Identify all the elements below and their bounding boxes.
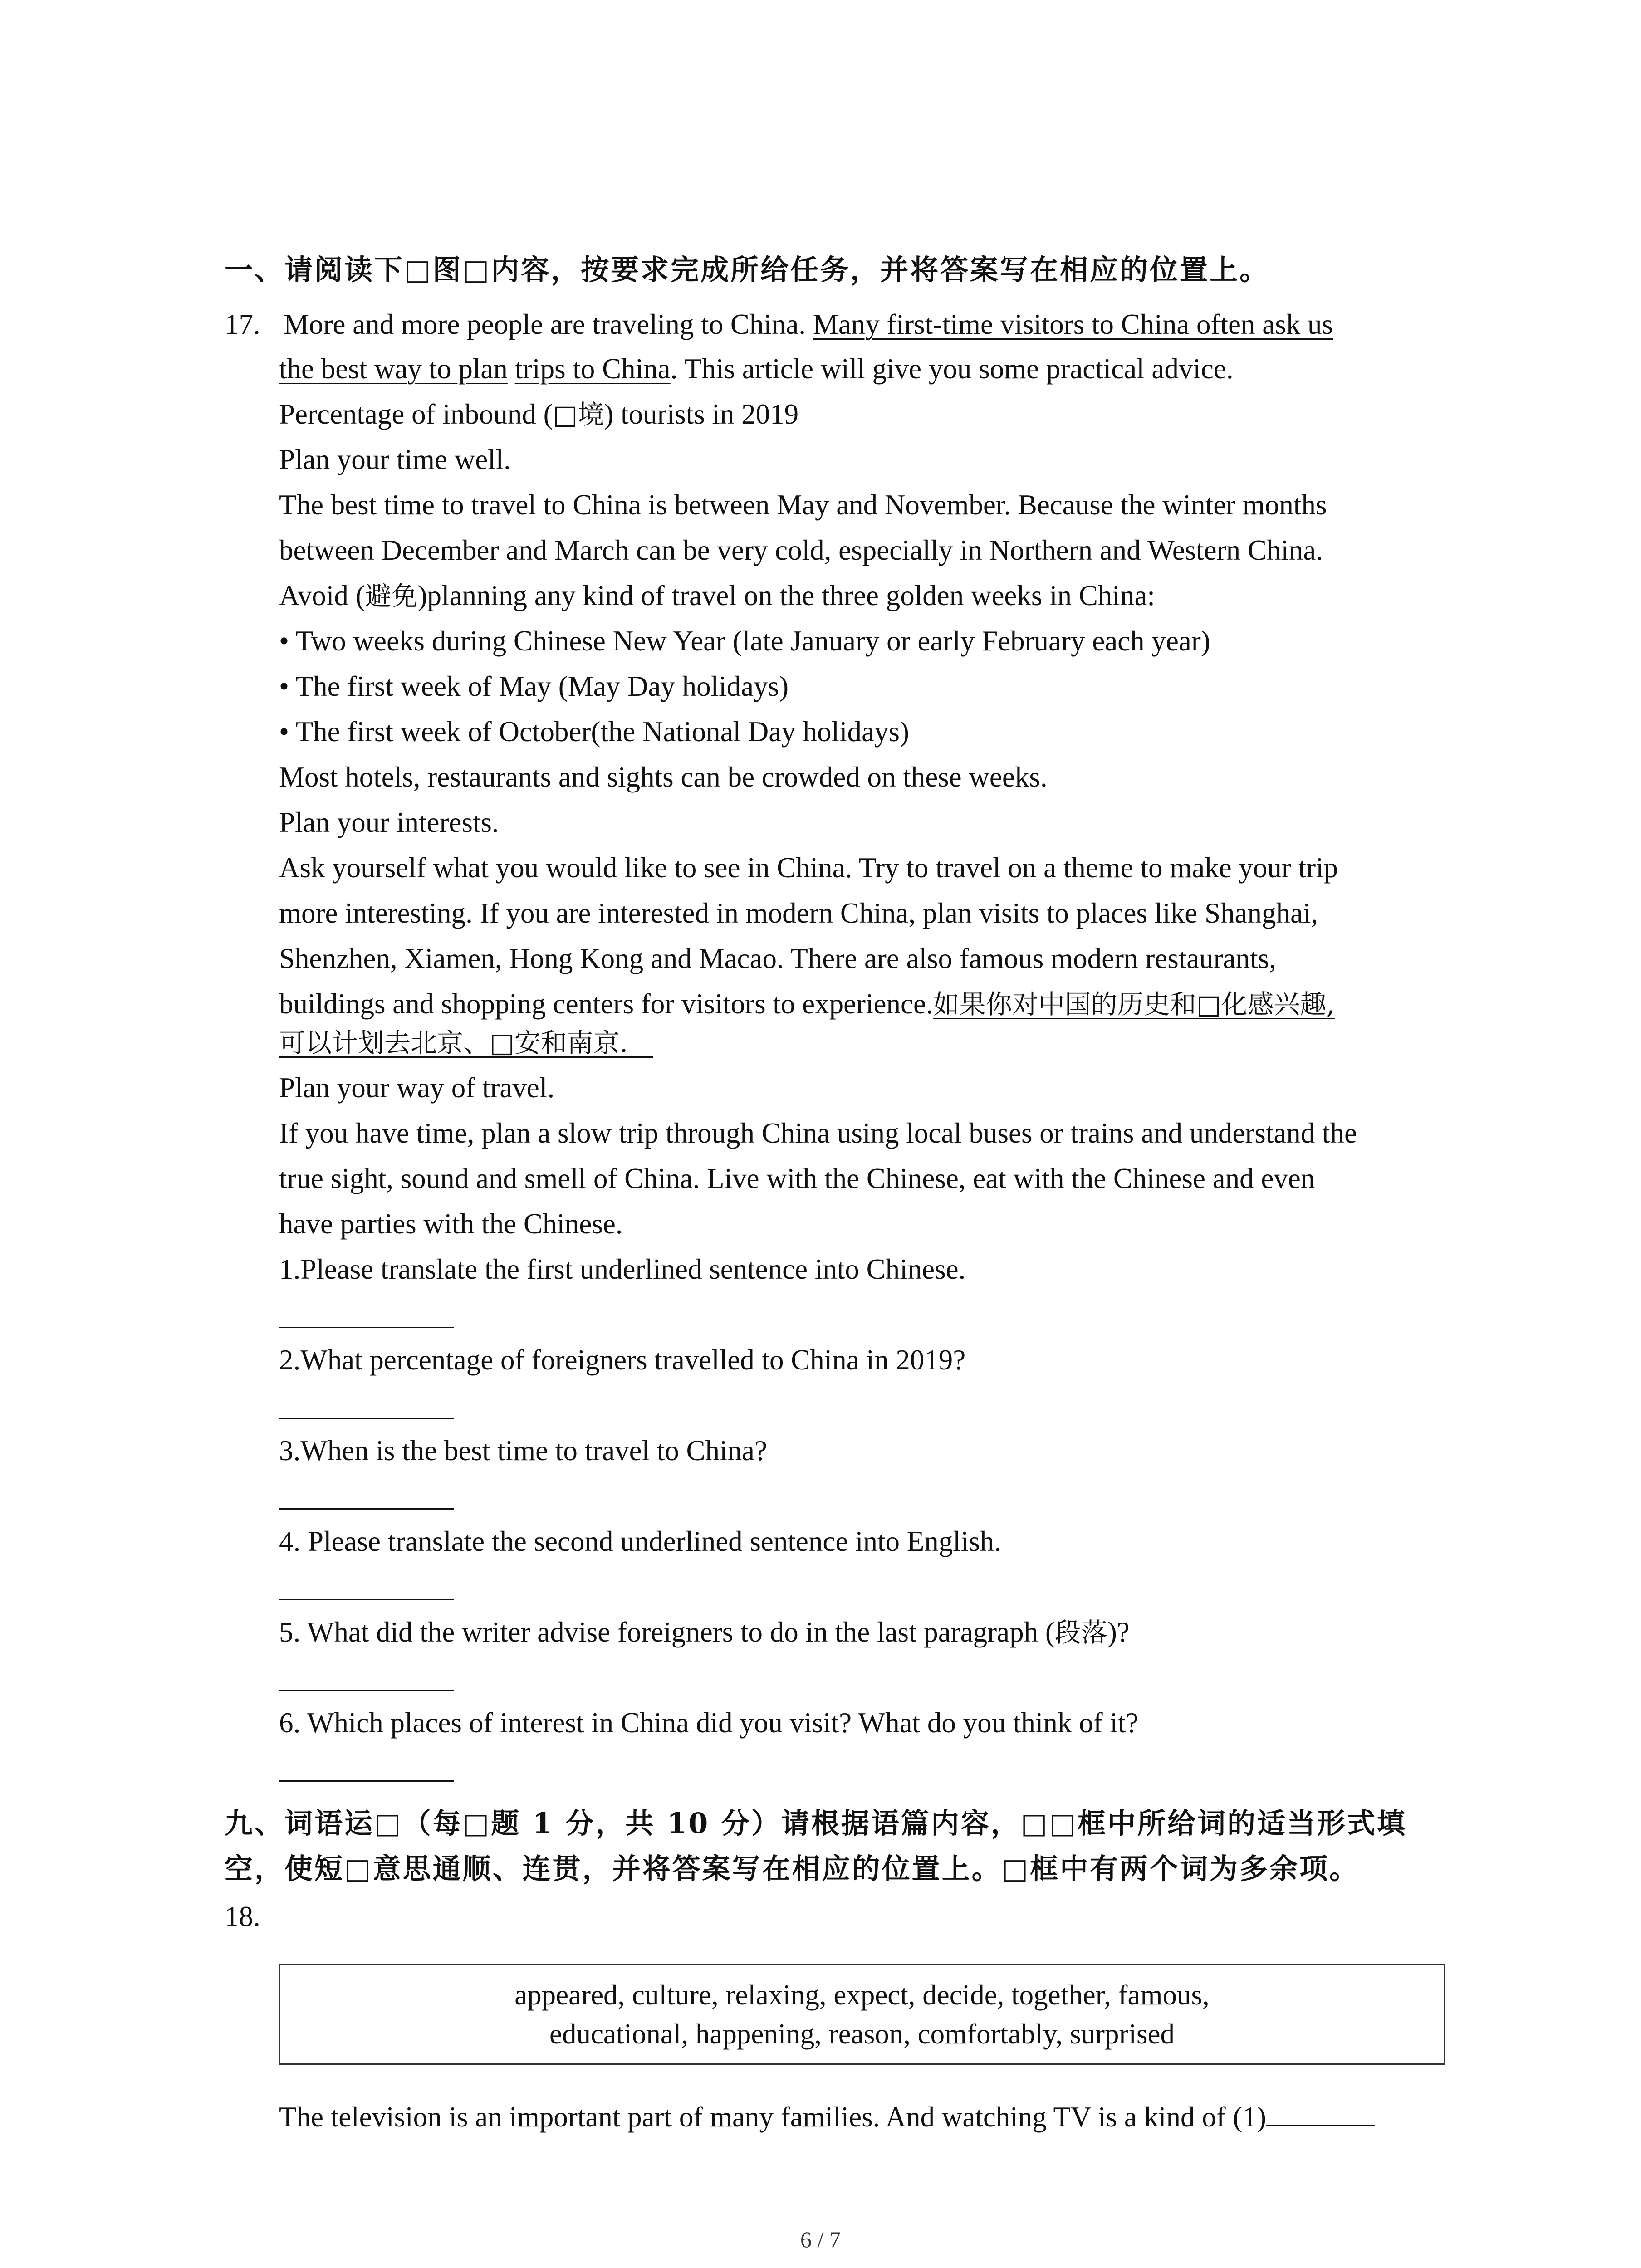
passage-text: )planning any kind of travel on the three golden weeks in China:	[417, 580, 1155, 611]
bullet-item: • Two weeks during Chinese New Year (late January or early February each year)	[279, 625, 1210, 657]
word-bank-line-1: appeared, culture, relaxing, expect, decide, together, famous,	[514, 1979, 1210, 2011]
answer-blank-6[interactable]	[279, 1780, 454, 1782]
sub-question-5	[279, 1614, 1130, 1651]
space	[508, 353, 515, 385]
answer-blank-4[interactable]	[279, 1599, 454, 1600]
answer-blank-2[interactable]	[279, 1418, 454, 1419]
subheading-plan-time: Plan your time well.	[279, 444, 511, 475]
passage-line: have parties with the Chinese.	[279, 1208, 623, 1240]
sub-question-2: 2.What percentage of foreigners travelled to China in 2019?	[279, 1344, 966, 1376]
underlined-sentence-part: Many first-time visitors to China often ask us	[813, 308, 1333, 340]
page-number: 6 / 7	[800, 2227, 841, 2252]
underlined-sentence-part: the best way to plan	[279, 353, 508, 385]
word-bank-line-2: educational, happening, reason, comfortably, surprised	[549, 2018, 1175, 2050]
passage-line	[279, 1024, 653, 1061]
answer-blank-1[interactable]	[279, 1327, 454, 1328]
passage-text: . This article will give you some practical advice.	[670, 353, 1234, 385]
section-heading-cont: 空，使短□意思通顺、连贯，并将答案写在相应的位置上。□框中有两个词为多余项。	[225, 1852, 1360, 1885]
passage-line	[279, 2098, 1375, 2135]
passage-cn: 避免	[365, 581, 418, 611]
sub-question-1: 1.Please translate the first underlined sentence into Chinese.	[279, 1253, 966, 1285]
passage-line: Shenzhen, Xiamen, Hong Kong and Macao. There are also famous modern restaurants,	[279, 943, 1276, 974]
passage-text: The television is an important part of many families. And watching TV is a kind of (1)	[279, 2101, 1266, 2133]
subheading-plan-way: Plan your way of travel.	[279, 1072, 555, 1104]
passage-line	[279, 351, 1234, 387]
question-number: 17.	[225, 308, 260, 340]
question-number: 18.	[225, 1901, 260, 1932]
caption-text: ) tourists in 2019	[604, 398, 799, 430]
answer-blank-3[interactable]	[279, 1508, 454, 1510]
passage-text: Avoid (	[279, 580, 365, 611]
underlined-sentence-part: trips to China	[514, 353, 671, 385]
word-bank-box	[279, 1964, 1445, 2065]
passage-line: between December and March can be very cold, especially in Northern and Western China.	[279, 534, 1323, 566]
section-heading: 一、请阅读下□图□内容，按要求完成所给任务，并将答案写在相应的位置上。	[225, 253, 1270, 286]
sub-question-4: 4. Please translate the second underlined sentence into English.	[279, 1525, 1002, 1557]
bullet-item: • The first week of May (May Day holidays)	[279, 670, 789, 702]
passage-line: true sight, sound and smell of China. Live with the Chinese, eat with the Chinese and even	[279, 1163, 1315, 1194]
passage-line	[279, 577, 1155, 614]
bullet-item: • The first week of October(the National Day holidays)	[279, 716, 909, 748]
passage-text: buildings and shopping centers for visitors to experience.	[279, 988, 933, 1020]
underlined-cn-sentence: 如果你对中国的历史和□化感兴趣,	[933, 989, 1335, 1020]
passage-line: Ask yourself what you would like to see in China. Try to travel on a theme to make your trip	[279, 852, 1338, 884]
fill-blank-1[interactable]	[1266, 2098, 1375, 2126]
caption-cn: □境	[553, 399, 604, 430]
chart-caption	[279, 396, 798, 433]
passage-text: More and more people are traveling to China.	[284, 308, 813, 340]
section-heading: 九、词语运□（每□题 1 分，共 10 分）请根据语篇内容，□□框中所给词的适当形式填	[225, 1807, 1407, 1840]
passage-line: more interesting. If you are interested in modern China, plan visits to places like Shanghai,	[279, 897, 1318, 929]
caption-text: Percentage of inbound (	[279, 398, 553, 430]
question-text: )?	[1107, 1616, 1130, 1648]
subheading-plan-interests: Plan your interests.	[279, 807, 499, 838]
sub-question-6: 6. Which places of interest in China did you visit? What do you think of it?	[279, 1707, 1139, 1739]
passage-line: If you have time, plan a slow trip through China using local buses or trains and understand the	[279, 1117, 1357, 1149]
question-text: 5. What did the writer advise foreigners to do in the last paragraph (	[279, 1616, 1055, 1648]
sub-question-3: 3.When is the best time to travel to China?	[279, 1435, 767, 1466]
question-cn: 段落	[1054, 1617, 1107, 1648]
passage-line: The best time to travel to China is between May and November. Because the winter months	[279, 489, 1327, 521]
passage-line	[279, 986, 1335, 1022]
answer-blank-5[interactable]	[279, 1690, 454, 1691]
underlined-cn-sentence: 可以计划去北京、□安和南京.	[279, 1027, 653, 1058]
passage-line: Most hotels, restaurants and sights can be crowded on these weeks.	[279, 761, 1048, 793]
passage-line	[284, 306, 1333, 342]
